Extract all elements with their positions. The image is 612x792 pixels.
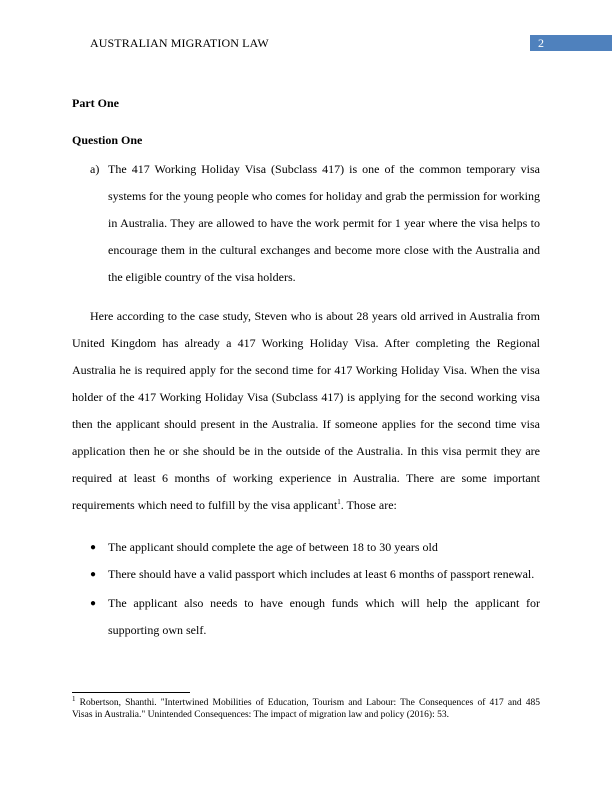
bullet-text [108,561,540,588]
body-paragraph [72,303,540,519]
text-line: supporting own self. [108,623,207,637]
footnote-line [72,694,540,709]
list-item-body [108,156,540,291]
bullet-text [108,590,540,644]
bullet-dot-icon: ● [90,598,97,609]
text-line: The 417 Working Holiday Visa (Subclass 417) is one of the common temporary visa [108,162,540,176]
text-line: in Australia. They are allowed to have the work permit for 1 year where the visa helps to [108,216,540,230]
page-number-box [530,35,612,51]
text-fragment: . Those are: [340,498,397,512]
text-line: United Kingdom has already a 417 Working Holiday Visa. After completing the Regional [72,336,540,350]
text-line: application then he or she should be in the outside of the Australia. In this visa permit they are [72,444,540,458]
text-line: Australia he is required apply for the second time for 417 Working Holiday Visa. When the visa [72,363,540,377]
text-line: encourage them in the cultural exchanges and become more close with the Australia and [108,243,540,257]
footnote-separator [72,692,190,693]
footnote-number: 1 [72,694,76,703]
text-line: The applicant also needs to have enough funds which will help the applicant for [108,596,540,610]
footnote-line: Visas in Australia." Unintended Consequences: The impact of migration law and policy (2016): 53. [72,710,449,720]
text-line: systems for the young people who comes for holiday and grab the permission for working [108,189,540,203]
list-marker: a) [90,162,100,176]
text-line: then the applicant should present in the Australia. If someone applies for the second time visa [72,417,540,431]
bullet-text [108,534,540,561]
text-line: holder of the 417 Working Holiday Visa (Subclass 417) is applying for the second working visa [72,390,540,404]
footnote [72,694,540,721]
bullet-dot-icon: ● [90,542,97,553]
question-heading: Question One [72,133,143,147]
text-line: The applicant should complete the age of between 18 to 30 years old [108,540,438,554]
footnote-reference[interactable]: 1 [337,498,341,506]
running-header: AUSTRALIAN MIGRATION LAW [90,36,269,50]
part-heading: Part One [72,96,119,110]
text-line: There should have a valid passport which includes at least 6 months of passport renewal. [108,567,535,581]
text-line-last [72,492,540,519]
text-fragment: requirements which need to fulfill by the visa applicant [72,498,338,512]
text-line: the eligible country of the visa holders. [108,270,296,284]
page-number: 2 [538,36,544,50]
text-line: required at least 6 months of working experience in Australia. There are some important [72,471,540,485]
text-line: Here according to the case study, Steven who is about 28 years old arrived in Australia from [90,309,540,323]
bullet-dot-icon: ● [90,569,97,580]
footnote-text: Robertson, Shanthi. "Intertwined Mobilities of Education, Tourism and Labour: The Consequences of 417 and 485 [75,698,540,708]
